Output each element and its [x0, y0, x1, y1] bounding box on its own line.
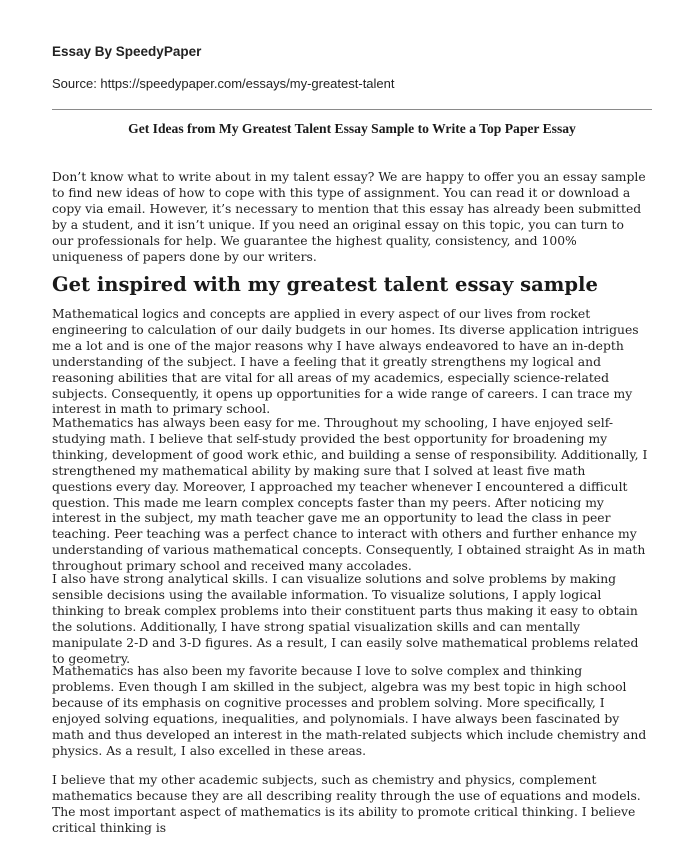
header-divider [52, 109, 652, 110]
section-heading: Get inspired with my greatest talent essay sample [52, 273, 598, 296]
essay-paragraph-2: Mathematics has always been easy for me. Throughout my schooling, I have enjoyed self-studying math. I believe that self-study provided the best opportunity for broadening my thinking, development of good work ethic, and building a sense of responsibility. Additionally, I strengthened my mathematical ability by making sure that I solved at least five math questions every day. Moreover, I approached my teacher whenever I encountered a difficult question. This made me learn complex concepts faster than my peers. After noticing my interest in the subject, my math teacher gave me an opportunity to lead the class in peer teaching. Peer teaching was a perfect chance to interact with others and further enhance my understanding of various mathematical concepts. Consequently, I obtained straight As in math throughout primary school and received many accolades. [52, 416, 648, 574]
document-source: Source: https://speedypaper.com/essays/my-greatest-talent [52, 76, 395, 91]
essay-paragraph-5: I believe that my other academic subjects, such as chemistry and physics, complement mathematics because they are all describing reality through the use of equations and models. The most important aspect of mathematics is its ability to promote critical thinking. I believe critical thinking is [52, 773, 641, 835]
essay-paragraph-1: Mathematical logics and concepts are applied in every aspect of our lives from rocket engineering to calculation of our daily budgets in our homes. Its diverse application intrigues me a lot and is one of the major reasons why I have always endeavored to have an in-depth understanding of the subject. I have a feeling that it greatly strengthens my logical and reasoning abilities that are vital for all areas of my academics, especially science-related subjects. Consequently, it opens up opportunities for a wide range of careers. I can trace my interest in math to primary school. [52, 307, 639, 417]
document-brand: Essay By SpeedyPaper [52, 44, 202, 59]
intro-paragraph: Don’t know what to write about in my talent essay? We are happy to offer you an essay sample to find new ideas of how to cope with this type of assignment. You can read it or download a copy via email. However, it’s necessary to mention that this essay has already been submitted by a student, and it isn’t unique. If you need an original essay on this topic, you can turn to our professionals for help. We guarantee the highest quality, consistency, and 100% uniqueness of papers done by our writers. [52, 170, 646, 264]
document-subtitle: Get Ideas from My Greatest Talent Essay Sample to Write a Top Paper Essay [128, 121, 576, 136]
essay-paragraph-3: I also have strong analytical skills. I can visualize solutions and solve problems by making sensible decisions using the available information. To visualize solutions, I apply logical thinking to break complex problems into their constituent parts thus making it easy to obtain the solutions. Additionally, I have strong spatial visualization skills and can mentally manipulate 2-D and 3-D figures. As a result, I can easily solve mathematical problems related to geometry. [52, 572, 639, 666]
essay-paragraph-4: Mathematics has also been my favorite because I love to solve complex and thinking problems. Even though I am skilled in the subject, algebra was my best topic in high school because of its emphasis on cognitive processes and problem solving. More specifically, I enjoyed solving equations, inequalities, and polynomials. I have always been fascinated by math and thus developed an interest in the math-related subjects which include chemistry and physics. As a result, I also excelled in these areas. [52, 664, 647, 758]
